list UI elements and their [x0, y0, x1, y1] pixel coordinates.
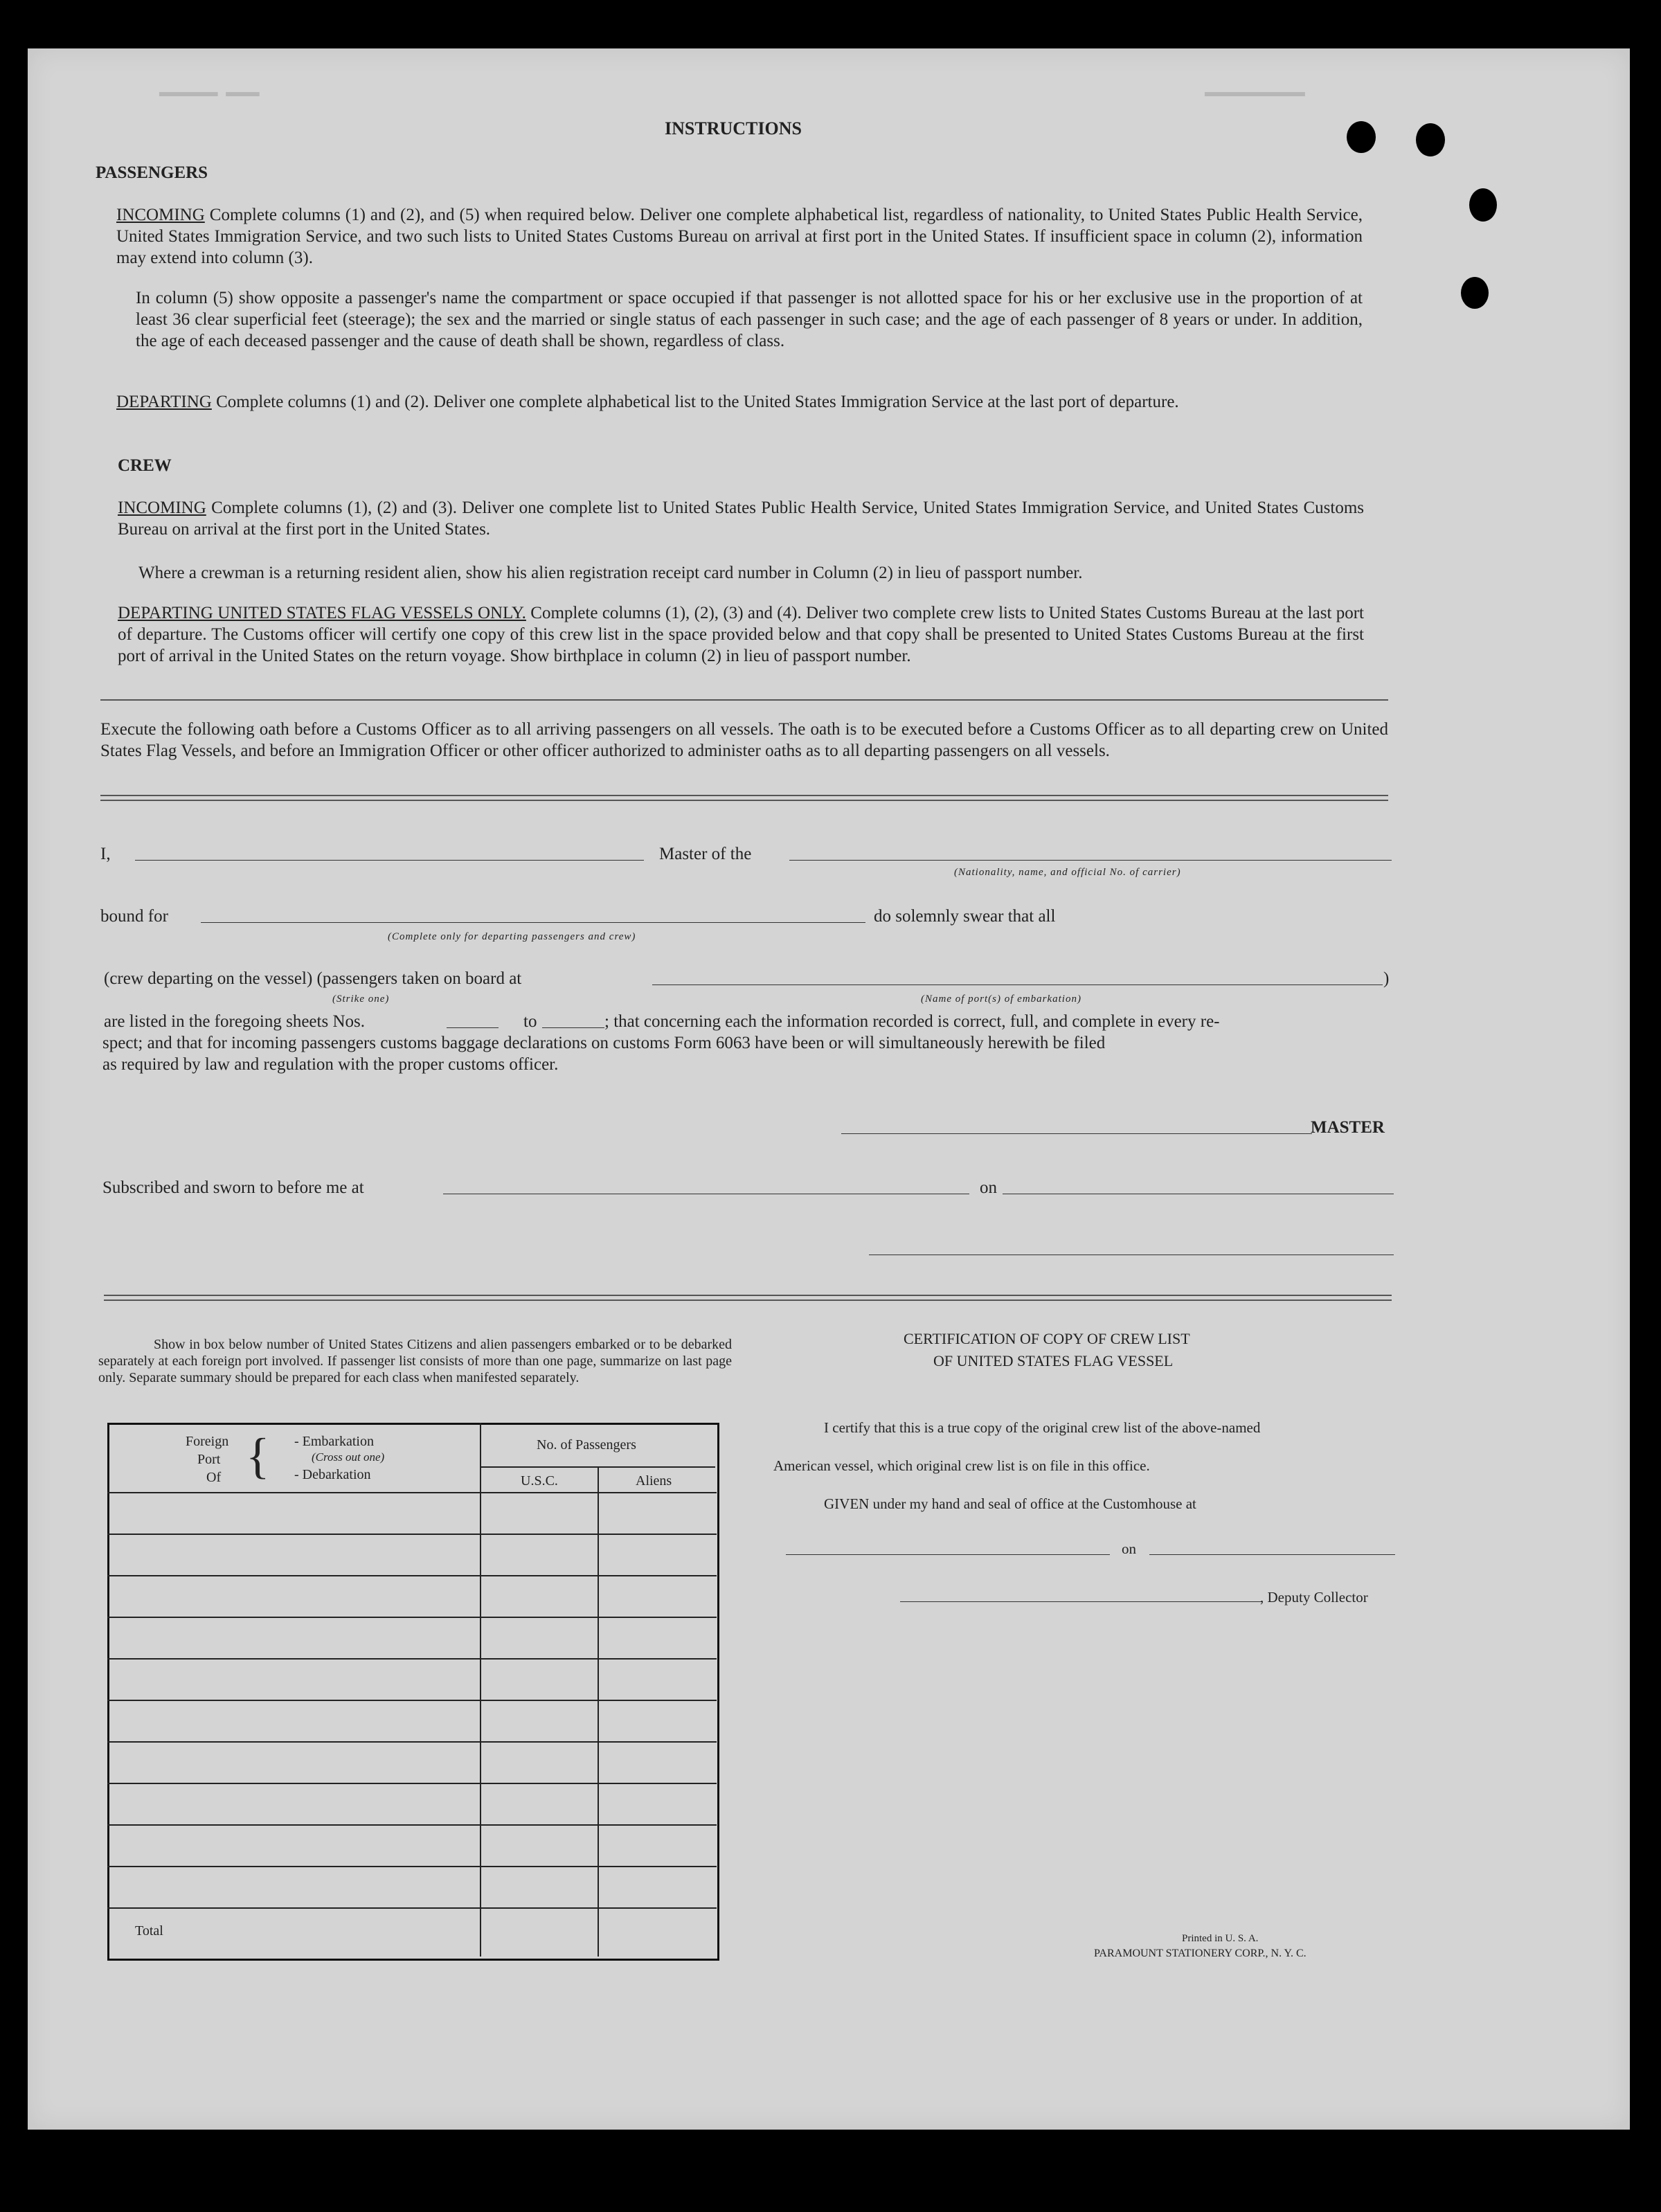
- bleed-through-mark: ▂▂▂▂▂▂▂▂▂▂▂▂: [1205, 82, 1305, 98]
- table-row-rule: [107, 1658, 717, 1660]
- subscribed-text: Subscribed and sworn to before me at: [102, 1178, 364, 1197]
- table-row-rule: [107, 1824, 717, 1826]
- flag-vessels-text: Complete columns (1), (2), (3) and (4). Deliver two complete crew lists to United States Customs Bureau at the last port of departure. The Customs officer will certify one copy of this crew list in the space provided below and that copy shall be presented to United States Customs Bureau at the first port of arrival in the United States on the return voyage. Show birthplace in column (2) in lieu of passport number.: [118, 604, 1365, 665]
- sworn-on: on: [980, 1178, 997, 1197]
- carrier-caption: (Nationality, name, and official No. of carrier): [954, 867, 1181, 878]
- table-row-rule: [107, 1783, 717, 1784]
- certification-line2: American vessel, which original crew list is on file in this office.: [773, 1457, 1150, 1474]
- foreign-label: Foreign: [186, 1434, 229, 1449]
- summary-instructions: Show in box below number of United States Citizens and alien passengers embarked or to be debarked separately at each foreign port involved. If passenger list consists of more than one page, summarize on last page only. Separate summary should be prepared for each class when manifested separately.: [98, 1337, 732, 1385]
- deputy-signature-line[interactable]: [900, 1601, 1262, 1602]
- master-label: MASTER: [1311, 1118, 1385, 1137]
- departing-text: Complete columns (1) and (2). Deliver one complete alphabetical list to the United States Immigration Service at the last port of departure.: [216, 393, 1179, 411]
- crew-heading: CREW: [118, 456, 172, 475]
- certification-line3: GIVEN under my hand and seal of office at the Customhouse at: [824, 1495, 1196, 1512]
- aliens-header: Aliens: [636, 1473, 672, 1489]
- close-paren: ): [1383, 969, 1390, 988]
- divider: [100, 699, 1388, 701]
- table-col-divider: [598, 1466, 599, 1957]
- complete-caption: (Complete only for departing passengers and crew): [388, 931, 636, 942]
- embarkation-label: - Embarkation: [294, 1434, 374, 1449]
- swear-text: do solemnly swear that all: [874, 907, 1056, 926]
- crew-incoming-label: INCOMING: [118, 498, 206, 517]
- certification-heading-1: CERTIFICATION OF COPY OF CREW LIST: [904, 1330, 1190, 1347]
- port-label: Port: [197, 1452, 221, 1467]
- column5-paragraph: In column (5) show opposite a passenger's name the compartment or space occupied if that passenger is not allotted space for his or her exclusive use in the proportion of at least 36 clear superficial feet (steerage); the sex and the married or single status of each passenger in such case; and the age of each passenger of 8 years or under. In addition, the age of each deceased passenger and the cause of death shall be shown, regardless of class.: [136, 289, 1363, 350]
- certification-heading-2: OF UNITED STATES FLAG VESSEL: [933, 1352, 1174, 1369]
- total-label: Total: [135, 1923, 163, 1939]
- listed-text-a: are listed in the foregoing sheets Nos.: [104, 1012, 365, 1031]
- printer-name: PARAMOUNT STATIONERY CORP., N. Y. C.: [1094, 1948, 1307, 1959]
- table-row-rule: [107, 1741, 717, 1743]
- divider: [104, 1295, 1392, 1296]
- printed-in-usa: Printed in U. S. A.: [1182, 1933, 1259, 1944]
- incoming-text: Complete columns (1) and (2), and (5) when required below. Deliver one complete alphabetical list, regardless of nationality, to United States Public Health Service, United States Immigration Service, and two such lists to United States Customs Bureau on arrival at first port in the United States. If insufficient space in column (2), information may extend into column (3).: [116, 206, 1363, 267]
- divider: [104, 1300, 1392, 1301]
- table-row-rule: [107, 1907, 717, 1909]
- embarkation-ports-line[interactable]: [652, 984, 1383, 985]
- listed-to: to: [523, 1012, 537, 1031]
- listed-line3: as required by law and regulation with the proper customs officer.: [102, 1055, 559, 1074]
- table-row-rule: [107, 1575, 717, 1576]
- table-subheader-rule: [480, 1466, 715, 1468]
- usc-header: U.S.C.: [521, 1473, 558, 1489]
- certification-on: on: [1122, 1540, 1136, 1557]
- table-row-rule: [107, 1534, 717, 1535]
- table-row-rule: [107, 1700, 717, 1701]
- crew-incoming-text: Complete columns (1), (2) and (3). Deliver one complete list to United States Public Health Service, United States Immigration Service, and United States Customs Bureau on arrival at the first port in the United States.: [118, 498, 1365, 539]
- punch-hole: [1461, 277, 1489, 309]
- departing-label: DEPARTING: [116, 393, 212, 411]
- bracket-icon: {: [246, 1428, 270, 1484]
- passengers-incoming-paragraph: [116, 204, 1363, 269]
- master-of-the: Master of the: [659, 845, 752, 863]
- crewman-paragraph: Where a crewman is a returning resident alien, show his alien registration receipt card number in Column (2) in lieu of passport number.: [138, 564, 1083, 582]
- punch-hole: [1469, 188, 1497, 222]
- deputy-collector-label: , Deputy Collector: [1260, 1589, 1368, 1606]
- table-header-rule: [107, 1492, 717, 1493]
- customhouse-line[interactable]: [786, 1554, 1110, 1555]
- of-label: Of: [206, 1470, 222, 1485]
- cross-out-label: (Cross out one): [312, 1450, 385, 1464]
- no-passengers-header: No. of Passengers: [537, 1437, 636, 1453]
- table-row-rule: [107, 1866, 717, 1867]
- page-title: INSTRUCTIONS: [665, 118, 802, 138]
- table-col-divider: [480, 1423, 481, 1957]
- bound-for-line[interactable]: [201, 922, 865, 923]
- oath-i: I,: [100, 845, 111, 863]
- summary-table: [107, 1423, 719, 1961]
- certification-line1: I certify that this is a true copy of the original crew list of the above-named: [824, 1419, 1261, 1436]
- divider: [100, 795, 1388, 796]
- sheet-from-line[interactable]: [447, 1027, 499, 1028]
- passengers-heading: PASSENGERS: [96, 163, 208, 182]
- punch-hole: [1416, 123, 1445, 156]
- flag-vessels-label: DEPARTING UNITED STATES FLAG VESSELS ONLY.: [118, 604, 526, 622]
- certification-date-line[interactable]: [1149, 1554, 1395, 1555]
- incoming-label: INCOMING: [116, 206, 205, 224]
- flag-vessels-paragraph: [118, 602, 1364, 667]
- listed-text-b: ; that concerning each the information recorded is correct, full, and complete in every re-: [604, 1012, 1220, 1031]
- passengers-departing-paragraph: [116, 391, 1363, 413]
- listed-line2: spect; and that for incoming passengers customs baggage declarations on customs Form 6063 have been or will simultaneously herewith be filed: [102, 1034, 1106, 1052]
- sheet-to-line[interactable]: [542, 1027, 604, 1028]
- master-signature-line[interactable]: [841, 1133, 1312, 1134]
- crew-departing-text: (crew departing on the vessel) (passengers taken on board at: [104, 969, 522, 988]
- strike-caption: (Strike one): [332, 993, 390, 1005]
- punch-hole: [1347, 121, 1376, 153]
- oath-intro-paragraph: Execute the following oath before a Customs Officer as to all arriving passengers on all vessels. The oath is to be executed before a Customs Officer as to all departing crew on United States Flag Vessels, and before an Immigration Officer or other officer authorized to administer oaths as to all departing passengers on all vessels.: [100, 720, 1388, 760]
- crew-incoming-paragraph: [118, 497, 1364, 540]
- debarkation-label: - Debarkation: [294, 1467, 371, 1482]
- divider: [100, 800, 1388, 801]
- table-row-rule: [107, 1617, 717, 1618]
- ports-caption: (Name of port(s) of embarkation): [921, 993, 1081, 1005]
- bound-for: bound for: [100, 907, 168, 926]
- master-name-line[interactable]: [135, 860, 644, 861]
- carrier-line[interactable]: [789, 860, 1392, 861]
- bleed-through-mark: ▂▂▂▂▂▂▂ ▂▂▂▂: [159, 82, 260, 98]
